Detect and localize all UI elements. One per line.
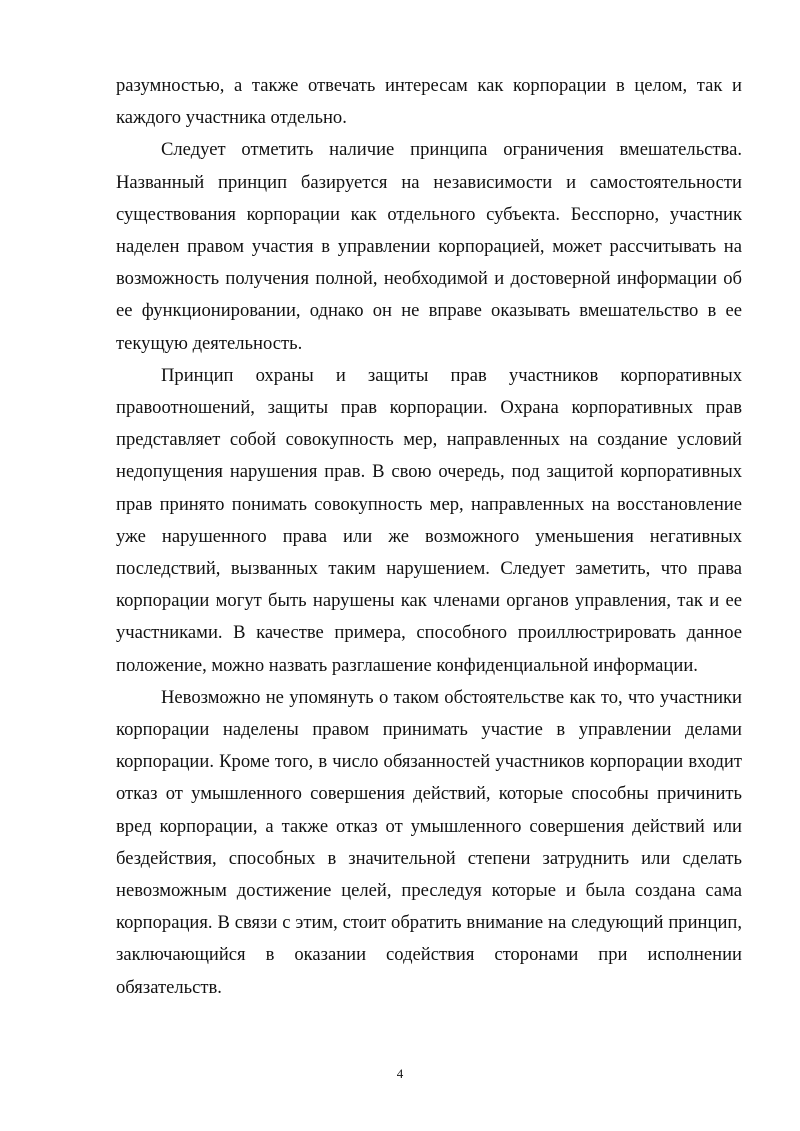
body-text (116, 70, 742, 1004)
paragraph-continuation: разумностью, а также отвечать интересам как корпорации в целом, так и каждого участника отдельно. (116, 75, 742, 129)
paragraph-non-interference-principle: Следует отметить наличие принципа ограничения вмешательства. Названный принцип базируется на независимости и самостоятельности существования корпорации как отдельного субъекта. Бесспорно, участник наделен правом участия в управлении корпорацией, может рассчитывать на возможность получения полной, необходимой и достоверной информации об ее функционировании, однако он не вправе оказывать вмешательство в ее текущую деятельность. (116, 139, 742, 354)
paragraph-rights-protection-principle: Принцип охраны и защиты прав участников корпоративных правоотношений, защиты прав корпорации. Охрана корпоративных прав представляет собой совокупность мер, направленных на создание условий недопущения нарушения прав. В свою очередь, под защитой корпоративных прав принято понимать совокупность мер, направленных на восстановление уже нарушенного права или же возможного уменьшения негативных последствий, вызванных таким нарушением. Следует заметить, что права корпорации могут быть нарушены как членами органов управления, так и ее участниками. В качестве примера, способного проиллюстрировать данное положение, можно назвать разглашение конфиденциальной информации. (116, 364, 742, 676)
paragraph-participant-duties: Невозможно не упомянуть о таком обстоятельстве как то, что участники корпорации наделены правом принимать участие в управлении делами корпорации. Кроме того, в число обязанностей участников корпорации входит отказ от умышленного совершения действий, которые способны причинить вред корпорации, а также отказ от умышленного совершения действий или бездействия, способных в значительной степени затруднить или сделать невозможным достижение целей, преследуя которые и была создана сама корпорация. В связи с этим, стоит обратить внимание на следующий принцип, заключающийся в оказании содействия сторонами при исполнении обязательств. (116, 686, 742, 998)
page-number: 4 (396, 1066, 404, 1081)
